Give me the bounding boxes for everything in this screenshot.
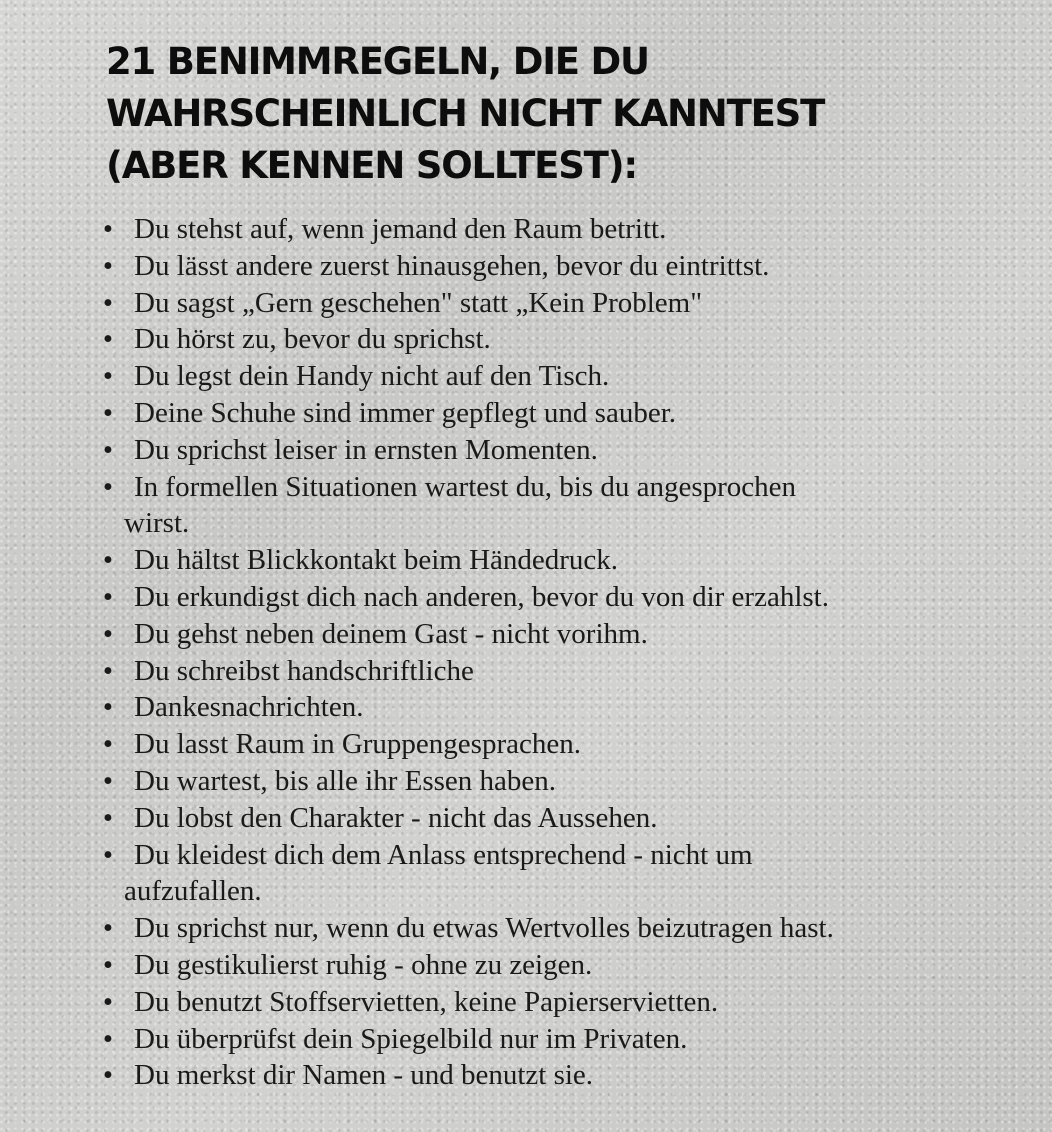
rule-text: Du überprüfst dein Spiegelbild nur im Privaten.: [134, 1022, 688, 1055]
rule-item: [102, 469, 1032, 543]
rule-text: Du lasst Raum in Gruppengesprachen.: [134, 728, 581, 761]
rule-text: Du hörst zu, bevor du sprichst.: [134, 323, 491, 356]
rule-item: [102, 432, 1032, 469]
rule-text: Du lobst den Charakter - nicht das Aussehen.: [134, 801, 658, 834]
rule-text-continuation: wirst.: [124, 507, 190, 540]
rule-text: Du sprichst nur, wenn du etwas Wertvolles beizutragen hast.: [134, 912, 834, 945]
title-line-3: (ABER KENNEN SOLLTEST):: [106, 144, 638, 187]
title-line-2: WAHRSCHEINLICH NICHT KANNTEST: [106, 92, 825, 135]
bullet-icon: •: [102, 249, 114, 282]
rule-text: Du wartest, bis alle ihr Essen haben.: [134, 764, 557, 797]
rule-item: [102, 910, 1032, 947]
bullet-icon: •: [102, 1022, 114, 1055]
bullet-icon: •: [102, 1059, 114, 1092]
rule-item: [102, 726, 1032, 763]
rule-item: [102, 321, 1032, 358]
bullet-icon: •: [102, 691, 114, 724]
rule-text: Du stehst auf, wenn jemand den Raum betritt.: [134, 213, 667, 245]
bullet-icon: •: [102, 360, 114, 393]
rule-text: Du sprichst leiser in ernsten Momenten.: [134, 433, 598, 466]
rule-item: [102, 984, 1032, 1021]
rule-text-continuation: aufzufallen.: [124, 875, 262, 908]
rule-item: [102, 653, 1032, 690]
rule-item: [102, 800, 1032, 837]
rule-text: Du erkundigst dich nach anderen, bevor du von dir erzahlst.: [134, 580, 829, 613]
rule-item: [102, 1021, 1032, 1058]
rule-item: [102, 358, 1032, 395]
bullet-icon: •: [102, 948, 114, 981]
rule-text: Du hältst Blickkontakt beim Händedruck.: [134, 544, 619, 577]
bullet-icon: •: [102, 323, 114, 356]
bullet-icon: •: [102, 286, 114, 319]
bullet-icon: •: [102, 396, 114, 429]
bullet-icon: •: [102, 764, 114, 797]
rule-item: [102, 689, 1032, 726]
rule-item: [102, 395, 1032, 432]
rule-text: Du schreibst handschriftliche: [134, 654, 474, 687]
bullet-icon: •: [102, 470, 114, 503]
rule-item: [102, 837, 1032, 911]
rule-text: Du gehst neben deinem Gast - nicht vorihm.: [134, 617, 648, 650]
rule-text: Du merkst dir Namen - und benutzt sie.: [134, 1059, 594, 1092]
rule-item: [102, 616, 1032, 653]
rule-text: Du benutzt Stoffservietten, keine Papierservietten.: [134, 985, 719, 1018]
rule-item: [102, 542, 1032, 579]
rule-item: [102, 211, 1032, 248]
title-line-1: 21 BENIMMREGELN, DIE DU: [106, 40, 649, 83]
rule-text: Deine Schuhe sind immer gepflegt und sauber.: [134, 396, 677, 429]
rule-item: [102, 1057, 1032, 1094]
bullet-icon: •: [102, 654, 114, 687]
bullet-icon: •: [102, 580, 114, 613]
bullet-icon: •: [102, 985, 114, 1018]
rule-text: Du gestikulierst ruhig - ohne zu zeigen.: [134, 948, 593, 981]
bullet-icon: •: [102, 838, 114, 871]
rule-item: [102, 763, 1032, 800]
rule-text: Du kleidest dich dem Anlass entsprechend - nicht um: [134, 838, 753, 871]
rule-item: [102, 248, 1032, 285]
rule-text: Du lässt andere zuerst hinausgehen, bevor du eintrittst.: [134, 249, 770, 282]
rule-text: Du sagst „Gern geschehen" statt „Kein Problem": [134, 286, 703, 319]
bullet-icon: •: [102, 433, 114, 466]
rule-item: [102, 579, 1032, 616]
rule-text: In formellen Situationen wartest du, bis du angesprochen: [134, 470, 797, 503]
bullet-icon: •: [102, 912, 114, 945]
rules-list: [102, 211, 1032, 1094]
bullet-icon: •: [102, 801, 114, 834]
poster-title: [106, 36, 1006, 192]
rule-item: [102, 285, 1032, 322]
rule-text: Dankesnachrichten.: [134, 691, 364, 724]
bullet-icon: •: [102, 617, 114, 650]
bullet-icon: •: [102, 213, 114, 245]
rule-text: Du legst dein Handy nicht auf den Tisch.: [134, 360, 610, 393]
bullet-icon: •: [102, 544, 114, 577]
bullet-icon: •: [102, 728, 114, 761]
rule-item: [102, 947, 1032, 984]
